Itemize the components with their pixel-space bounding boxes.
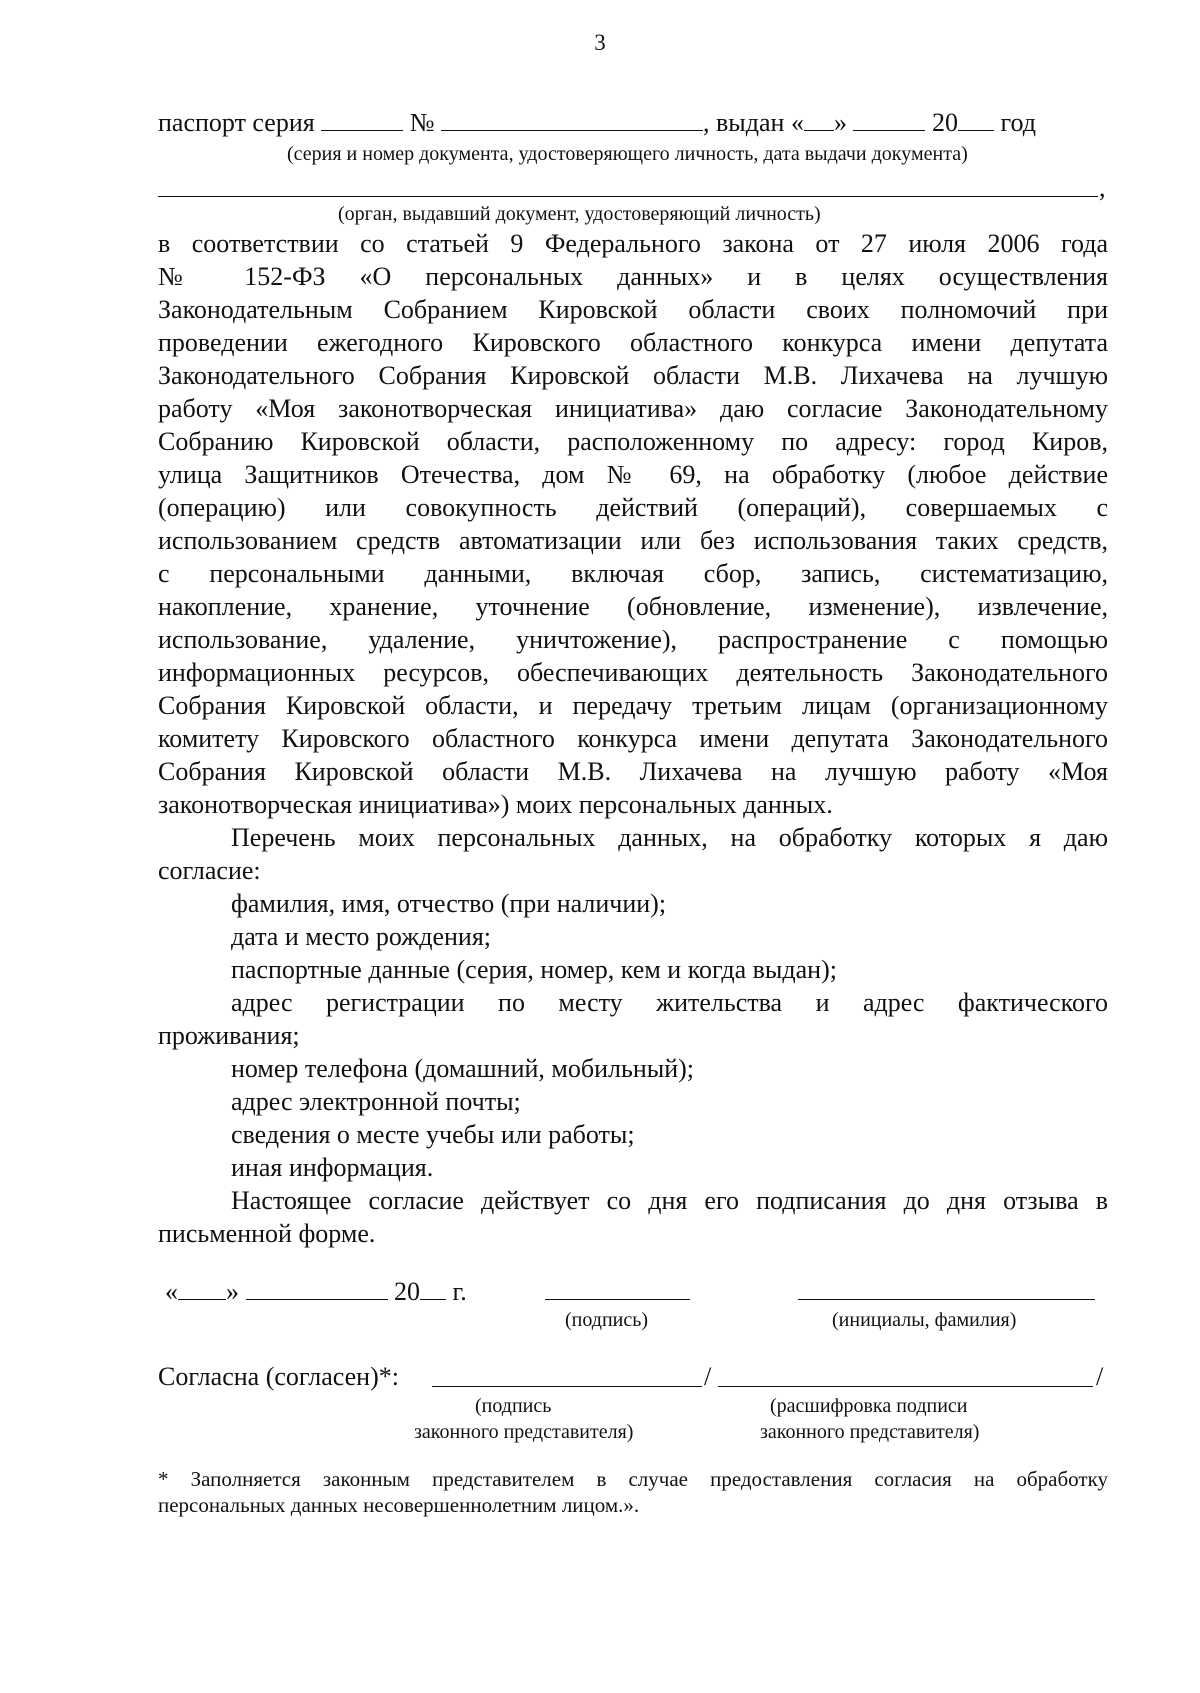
passport-number-field[interactable] (441, 106, 703, 131)
representative-signature-field[interactable] (432, 1386, 702, 1387)
main-paragraph-line: использованием средств автоматизации или без использования таких средств, (158, 526, 1108, 555)
list-intro-line: Перечень моих персональных данных, на обработку которых я даю (231, 823, 1108, 852)
representative-decode-caption: (расшифровка подписи (770, 1395, 968, 1417)
passport-series-field[interactable] (321, 106, 403, 131)
passport-caption: (серия и номер документа, удостоверяющего личность, дата выдачи документа) (287, 143, 968, 165)
validity-line: письменной форме. (158, 1219, 376, 1248)
main-paragraph-line: Собранию Кировской области, расположенному по адресу: город Киров, (158, 427, 1108, 456)
representative-slash-end: / (1096, 1362, 1104, 1391)
list-intro-line: согласие: (158, 856, 261, 885)
issuer-field[interactable] (158, 196, 1098, 197)
signature-date-row (165, 1275, 467, 1308)
main-paragraph-line: комитету Кировского областного конкурса имени депутата Законодательного (158, 724, 1108, 753)
signature-field[interactable] (545, 1299, 690, 1300)
list-item: номер телефона (домашний, мобильный); (231, 1054, 695, 1083)
list-item: адрес регистрации по месту жительства и адрес фактического (231, 988, 1108, 1017)
list-item: сведения о месте учебы или работы; (231, 1120, 635, 1149)
passport-line (158, 106, 1036, 139)
list-item: фамилия, имя, отчество (при наличии); (231, 889, 667, 918)
main-paragraph-line: № 152-ФЗ «О персональных данных» и в целях осуществления (158, 262, 1108, 291)
representative-slash: / (704, 1362, 712, 1391)
initials-surname-field[interactable] (798, 1299, 1095, 1300)
list-item: иная информация. (231, 1153, 434, 1182)
main-paragraph-line: Собрания Кировской области М.В. Лихачева на лучшую работу «Моя (158, 757, 1108, 786)
main-paragraph-line: накопление, хранение, уточнение (обновление, изменение), извлечение, (158, 592, 1108, 621)
initials-surname-caption: (инициалы, фамилия) (832, 1309, 1017, 1331)
passport-issue-year-field[interactable] (958, 106, 994, 131)
issuer-caption: (орган, выдавший документ, удостоверяющий личность) (338, 203, 821, 225)
main-paragraph-line: работу «Моя законотворческая инициатива» даю согласие Законодательному (158, 394, 1108, 423)
quote-open: « (165, 1277, 178, 1306)
passport-year-suffix: год (1000, 108, 1036, 137)
main-paragraph-line: проведении ежегодного Кировского областного конкурса имени депутата (158, 328, 1108, 357)
main-paragraph-line: Собрания Кировской области, и передачу третьим лицам (организационному (158, 691, 1108, 720)
representative-signature-caption: (подпись (475, 1395, 552, 1417)
list-item: дата и место рождения; (231, 922, 492, 951)
list-item: паспортные данные (серия, номер, кем и когда выдан); (231, 955, 837, 984)
signature-year-suffix: г. (452, 1277, 467, 1306)
signature-caption: (подпись) (565, 1309, 649, 1331)
passport-prefix: паспорт серия (158, 108, 315, 137)
main-paragraph-line: Законодательного Собрания Кировской области М.В. Лихачева на лучшую (158, 361, 1108, 390)
passport-year-prefix: 20 (931, 108, 958, 137)
signature-month-field[interactable] (246, 1275, 388, 1300)
passport-issue-day-field[interactable] (804, 106, 834, 131)
signature-year-prefix: 20 (394, 1277, 420, 1306)
passport-number-label: № (409, 108, 435, 137)
quote-close: » (226, 1277, 239, 1306)
issuer-comma: , (1099, 173, 1106, 202)
main-paragraph-line: законотворческая инициатива») моих персональных данных. (158, 790, 833, 819)
main-paragraph-line: использование, удаление, уничтожение), распространение с помощью (158, 625, 1108, 654)
representative-decode-field[interactable] (718, 1386, 1093, 1387)
list-item: адрес электронной почты; (231, 1087, 521, 1116)
passport-issue-month-field[interactable] (853, 106, 925, 131)
signature-day-field[interactable] (178, 1275, 226, 1300)
main-paragraph-line: информационных ресурсов, обеспечивающих деятельность Законодательного (158, 658, 1108, 687)
main-paragraph-line: в соответствии со статьей 9 Федерального закона от 27 июля 2006 года (158, 229, 1108, 258)
list-item-continuation: проживания; (158, 1021, 300, 1050)
signature-year-field[interactable] (420, 1275, 446, 1300)
page-number: 3 (594, 30, 606, 55)
passport-issued-mid: » (833, 108, 847, 137)
footnote-line: персональных данных несовершеннолетним лицом.». (158, 1493, 640, 1517)
main-paragraph-line: (операцию) или совокупность действий (операций), совершаемых с (158, 493, 1108, 522)
main-paragraph-line: улица Защитников Отечества, дом № 69, на обработку (любое действие (158, 460, 1108, 489)
main-paragraph-line: с персональными данными, включая сбор, запись, систематизацию, (158, 559, 1108, 588)
representative-signature-caption: законного представителя) (414, 1421, 634, 1443)
footnote-line: * Заполняется законным представителем в случае предоставления согласия на обработку (158, 1467, 1108, 1491)
representative-label: Согласна (согласен)*: (158, 1362, 399, 1391)
main-paragraph-line: Законодательным Собранием Кировской области своих полномочий при (158, 295, 1108, 324)
validity-line: Настоящее согласие действует со дня его подписания до дня отзыва в (231, 1186, 1108, 1215)
passport-issued-label: , выдан « (703, 108, 804, 137)
representative-decode-caption: законного представителя) (760, 1421, 980, 1443)
